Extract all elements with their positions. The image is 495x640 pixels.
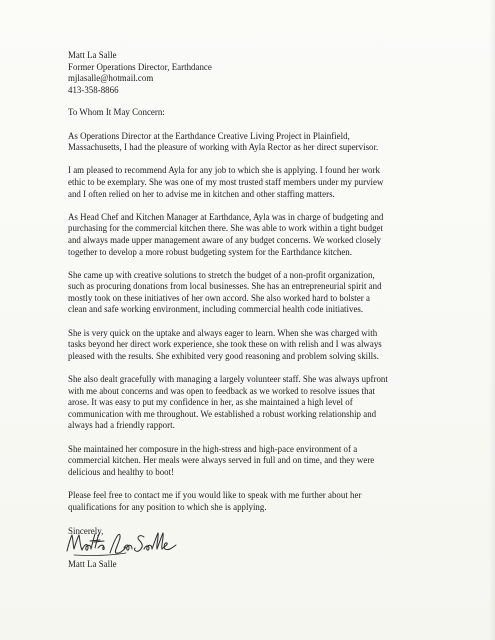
paragraph-line: and always made upper management aware of any budget concerns. We worked closely: [68, 234, 381, 245]
paragraph-line: She came up with creative solutions to stretch the budget of a non-profit organization,: [68, 269, 375, 280]
paragraph-5: [68, 328, 448, 363]
paragraph-line: Massachusetts, I had the pleasure of working with Ayla Rector as her direct supervisor.: [68, 142, 379, 153]
paragraph-line: Please feel free to contact me if you would like to speak with me further about her: [68, 489, 362, 500]
page-edge-shadow: [489, 0, 495, 640]
paragraphs: [68, 131, 448, 514]
paragraph-line: ethic to be exemplary. She was one of my most trusted staff members under my purview: [68, 176, 384, 187]
handwritten-signature: [64, 529, 194, 559]
closing: Sincerely,: [68, 526, 104, 537]
paragraph-line: commercial kitchen. Her meals were always served in full and on time, and they were: [68, 455, 375, 466]
paragraph-2: [68, 165, 448, 200]
paragraph-3: [68, 212, 448, 258]
paragraph-4: [68, 270, 448, 316]
salutation: To Whom It May Concern:: [68, 107, 165, 118]
paragraph-line: clean and safe working environment, including commercial health code initiatives.: [68, 304, 364, 315]
paragraph-line: arose. It was easy to put my confidence in her, as she maintained a high level of: [68, 397, 353, 408]
paragraph-line: tasks beyond her direct work experience, she took these on with relish and I was always: [68, 339, 382, 350]
paragraph-line: always had a friendly rapport.: [68, 420, 175, 431]
sender-title: Former Operations Director, Earthdance: [68, 61, 212, 72]
paragraph-line: She also dealt gracefully with managing a largely volunteer staff. She was always upfront: [68, 374, 388, 385]
paragraph-line: communication with me throughout. We established a robust working relationship and: [68, 408, 377, 419]
paragraph-line: I am pleased to recommend Ayla for any job to which she is applying. I found her work: [68, 165, 380, 176]
signature: [68, 538, 218, 559]
letter-body: [68, 50, 448, 570]
paragraph-line: purchasing for the commercial kitchen there. She was able to work within a tight budget: [68, 223, 383, 234]
signer-name: Matt La Salle: [68, 558, 117, 569]
paragraph-line: mostly took on these initiatives of her own accord. She also worked hard to bolster a: [68, 292, 370, 303]
paragraph-6: [68, 374, 448, 432]
paragraph-line: delicious and healthy to boot!: [68, 466, 175, 477]
paragraph-line: and I often relied on her to advise me in kitchen and other staffing matters.: [68, 188, 335, 199]
sender-phone: 413-358-8866: [68, 84, 119, 95]
paragraph-1: [68, 131, 448, 154]
paragraph-line: such as procuring donations from local businesses. She has an entrepreneurial spirit and: [68, 281, 382, 292]
paragraph-line: She is very quick on the uptake and always eager to learn. When she was charged with: [68, 327, 378, 338]
paragraph-line: As Operations Director at the Earthdance Creative Living Project in Plainfield,: [68, 130, 350, 141]
paragraph-7: [68, 444, 448, 479]
paragraph-line: together to develop a more robust budgeting system for the Earthdance kitchen.: [68, 246, 352, 257]
paragraph-line: with me about concerns and was open to feedback as we worked to resolve issues that: [68, 385, 376, 396]
paragraph-line: As Head Chef and Kitchen Manager at Earthdance, Ayla was in charge of budgeting and: [68, 211, 384, 222]
paragraph-line: She maintained her composure in the high-stress and high-pace environment of a: [68, 443, 358, 454]
paragraph-8: [68, 490, 448, 513]
sender-email: mjlasalle@hotmail.com: [68, 73, 154, 84]
paragraph-line: qualifications for any position to which she is applying.: [68, 501, 267, 512]
paragraph-line: pleased with the results. She exhibited very good reasoning and problem solving skills.: [68, 350, 379, 361]
sender-name: Matt La Salle: [68, 50, 117, 60]
